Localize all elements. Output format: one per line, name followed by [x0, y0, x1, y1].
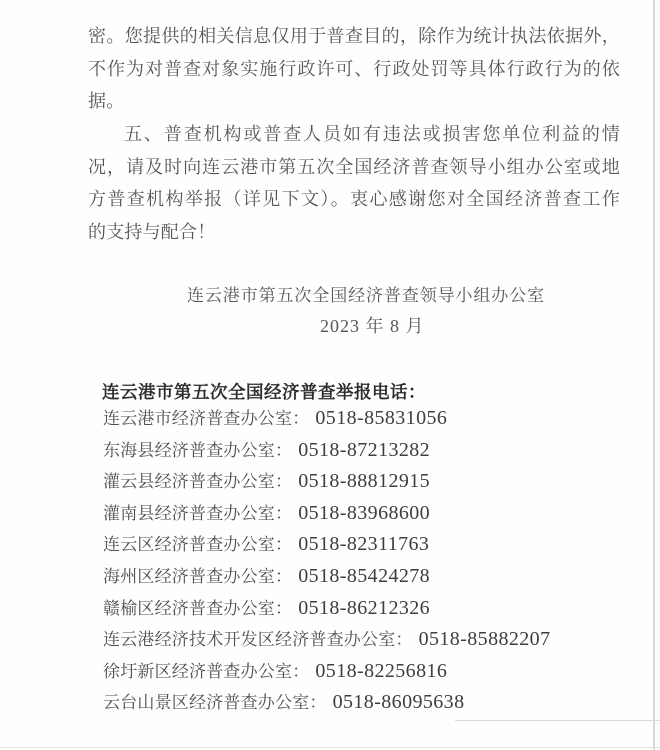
scan-page-edge-bottom: [0, 747, 660, 748]
hotline-row: [103, 561, 550, 593]
scan-page-edge-horizontal: [455, 720, 660, 721]
hotline-office-label: 云台山景区经济普查办公室：: [103, 693, 327, 713]
paragraph-line: 密。您提供的相关信息仅用于普查目的，除作为统计执法依据外，: [88, 26, 620, 46]
paragraph-line: 况，请及时向连云港市第五次全国经济普查领导小组办公室或地: [88, 156, 620, 177]
hotline-office-label: 赣榆区经济普查办公室：: [103, 598, 293, 618]
signature-date: 2023 年 8 月: [320, 316, 425, 336]
hotline-phone-number: 0518-86212326: [298, 596, 431, 619]
paragraph-line: 方普查机构举报（详见下文）。衷心感谢您对全国经济普查工作: [88, 189, 620, 210]
hotline-phone-number: 0518-87213282: [298, 438, 431, 461]
signature-organization: 连云港市第五次全国经济普查领导小组办公室: [187, 286, 545, 305]
hotline-row: [103, 435, 550, 467]
paragraph-line: 的支持与配合！: [88, 222, 216, 243]
hotline-row: [103, 687, 550, 719]
hotlines-heading: 连云港市第五次全国经济普查举报电话：: [102, 382, 426, 402]
scan-page-edge-vertical: [653, 0, 655, 750]
hotline-row: [103, 593, 550, 625]
hotline-office-label: 灌云县经济普查办公室：: [103, 472, 293, 492]
hotline-row: [103, 466, 550, 498]
hotline-phone-number: 0518-88812915: [298, 470, 431, 493]
hotline-office-label: 海州区经济普查办公室：: [103, 566, 293, 586]
hotline-row: [103, 656, 550, 688]
hotline-phone-number: 0518-85882207: [418, 628, 551, 651]
hotline-phone-number: 0518-82256816: [315, 659, 448, 682]
hotlines-list: [103, 403, 550, 719]
hotline-phone-number: 0518-85424278: [298, 564, 431, 587]
paragraph-line: 据。: [88, 91, 125, 112]
body-paragraphs: [88, 20, 620, 249]
hotline-office-label: 连云港经济技术开发区经济普查办公室：: [103, 630, 413, 650]
hotline-phone-number: 0518-85831056: [315, 407, 448, 429]
hotline-row: [103, 403, 550, 435]
hotline-phone-number: 0518-82311763: [298, 533, 430, 556]
hotline-row: [103, 529, 550, 561]
paragraph-line: 不作为对普查对象实施行政许可、行政处罚等具体行政行为的依: [88, 58, 620, 79]
hotline-phone-number: 0518-86095638: [332, 691, 465, 714]
hotline-office-label: 徐圩新区经济普查办公室：: [103, 661, 310, 681]
hotline-office-label: 东海县经济普查办公室：: [103, 440, 293, 460]
hotline-office-label: 灌南县经济普查办公室：: [103, 503, 293, 523]
hotline-row: [103, 624, 550, 656]
hotline-office-label: 连云区经济普查办公室：: [103, 535, 293, 555]
hotline-phone-number: 0518-83968600: [298, 501, 431, 524]
paragraph-line: 五、普查机构或普查人员如有违法或损害您单位利益的情: [124, 124, 620, 145]
hotline-office-label: 连云港市经济普查办公室：: [103, 409, 310, 428]
hotline-row: [103, 498, 550, 530]
